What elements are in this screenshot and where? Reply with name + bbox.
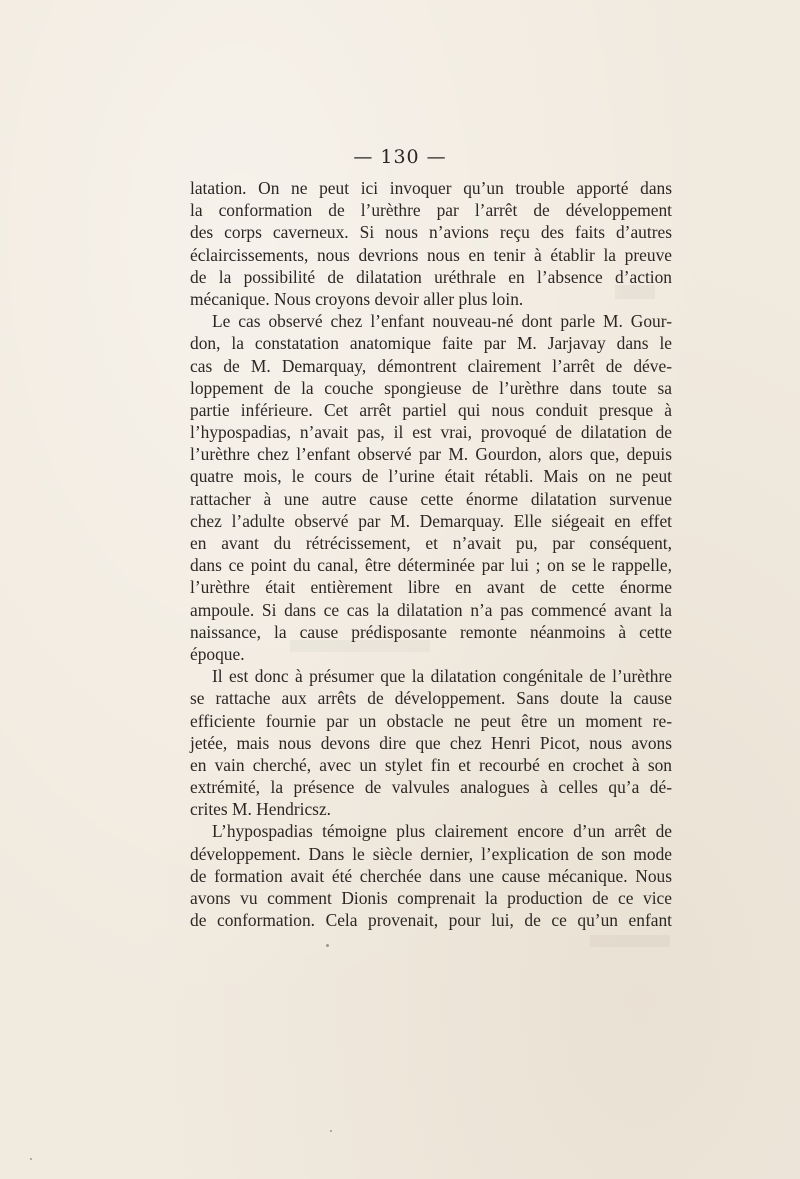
text-line: en vain cherché, avec un stylet fin et recourbé en crochet à son (190, 754, 672, 775)
text-line: rattacher à une autre cause cette énorme dilatation survenue (190, 488, 672, 509)
text-line: latation. On ne peut ici invoquer qu’un trouble apporté dans (190, 178, 672, 198)
text-line: de formation avait été cherchée dans une cause mécanique. Nous (190, 865, 672, 886)
text-line: l’hypospadias, n’avait pas, il est vrai, provoqué de dilatation de (190, 422, 672, 443)
text-line: quatre mois, le cours de l’urine était rétabli. Mais on ne peut (190, 466, 672, 487)
text-line: développement. Dans le siècle dernier, l’explication de son mode (190, 843, 672, 864)
text-line: ampoule. Si dans ce cas la dilatation n’a pas commencé avant la (190, 599, 672, 620)
body-text (190, 177, 672, 931)
text-line: en avant du rétrécissement, et n’avait pu, par conséquent, (190, 533, 672, 553)
paper-speck (326, 944, 329, 947)
text-line: de conformation. Cela provenait, pour lui, de ce qu’un enfant (190, 910, 672, 931)
text-line: partie inférieure. Cet arrêt partiel qui nous conduit presque à (190, 399, 672, 420)
text-line: extrémité, la présence de valvules analogues à celles qu’a dé- (190, 777, 672, 798)
text-line: loppement de la couche spongieuse de l’urèthre dans toute sa (190, 377, 672, 398)
text-line: dans ce point du canal, être déterminée par lui ; on se le rappelle, (190, 555, 672, 576)
text-line: L’hypospadias témoigne plus clairement encore d’un arrêt de (212, 821, 672, 842)
show-through-smudge (590, 935, 670, 947)
text-line: se rattache aux arrêts de développement. Sans doute la cause (190, 688, 672, 709)
text-line: mécanique. Nous croyons devoir aller plus loin. (190, 288, 524, 309)
text-line: éclaircissements, nous devrions nous en tenir à établir la preuve (190, 244, 672, 265)
text-line: cas de M. Demarquay, démontrent clairement l’arrêt de déve- (190, 355, 672, 376)
text-line: efficiente fournie par un obstacle ne peut être un moment re- (190, 710, 672, 731)
paper-speck (30, 1158, 32, 1160)
page-number: — 130 — (353, 146, 447, 168)
text-line: époque. (190, 643, 245, 664)
text-line: crites M. Hendricsz. (190, 799, 332, 820)
text-line: l’urèthre était entièrement libre en avant de cette énorme (190, 577, 672, 598)
text-line: naissance, la cause prédisposante remonte néanmoins à cette (190, 621, 672, 642)
text-line: l’urèthre chez l’enfant observé par M. Gourdon, alors que, depuis (190, 444, 672, 465)
text-line: des corps caverneux. Si nous n’avions reçu des faits d’autres (190, 222, 672, 243)
paper-speck (330, 1130, 332, 1132)
text-line: don, la constatation anatomique faite par M. Jarjavay dans le (190, 333, 672, 354)
text-line: de la possibilité de dilatation uréthrale en l’absence d’action (190, 266, 672, 287)
text-line: Il est donc à présumer que la dilatation congénitale de l’urèthre (212, 666, 672, 687)
text-line: la conformation de l’urèthre par l’arrêt de développement (190, 200, 672, 221)
text-line: Le cas observé chez l’enfant nouveau-né dont parle M. Gour- (212, 311, 672, 332)
text-line: avons vu comment Dionis comprenait la production de ce vice (190, 888, 672, 908)
text-line: jetée, mais nous devons dire que chez Henri Picot, nous avons (190, 732, 672, 753)
text-line: chez l’adulte observé par M. Demarquay. Elle siégeait en effet (190, 510, 672, 531)
